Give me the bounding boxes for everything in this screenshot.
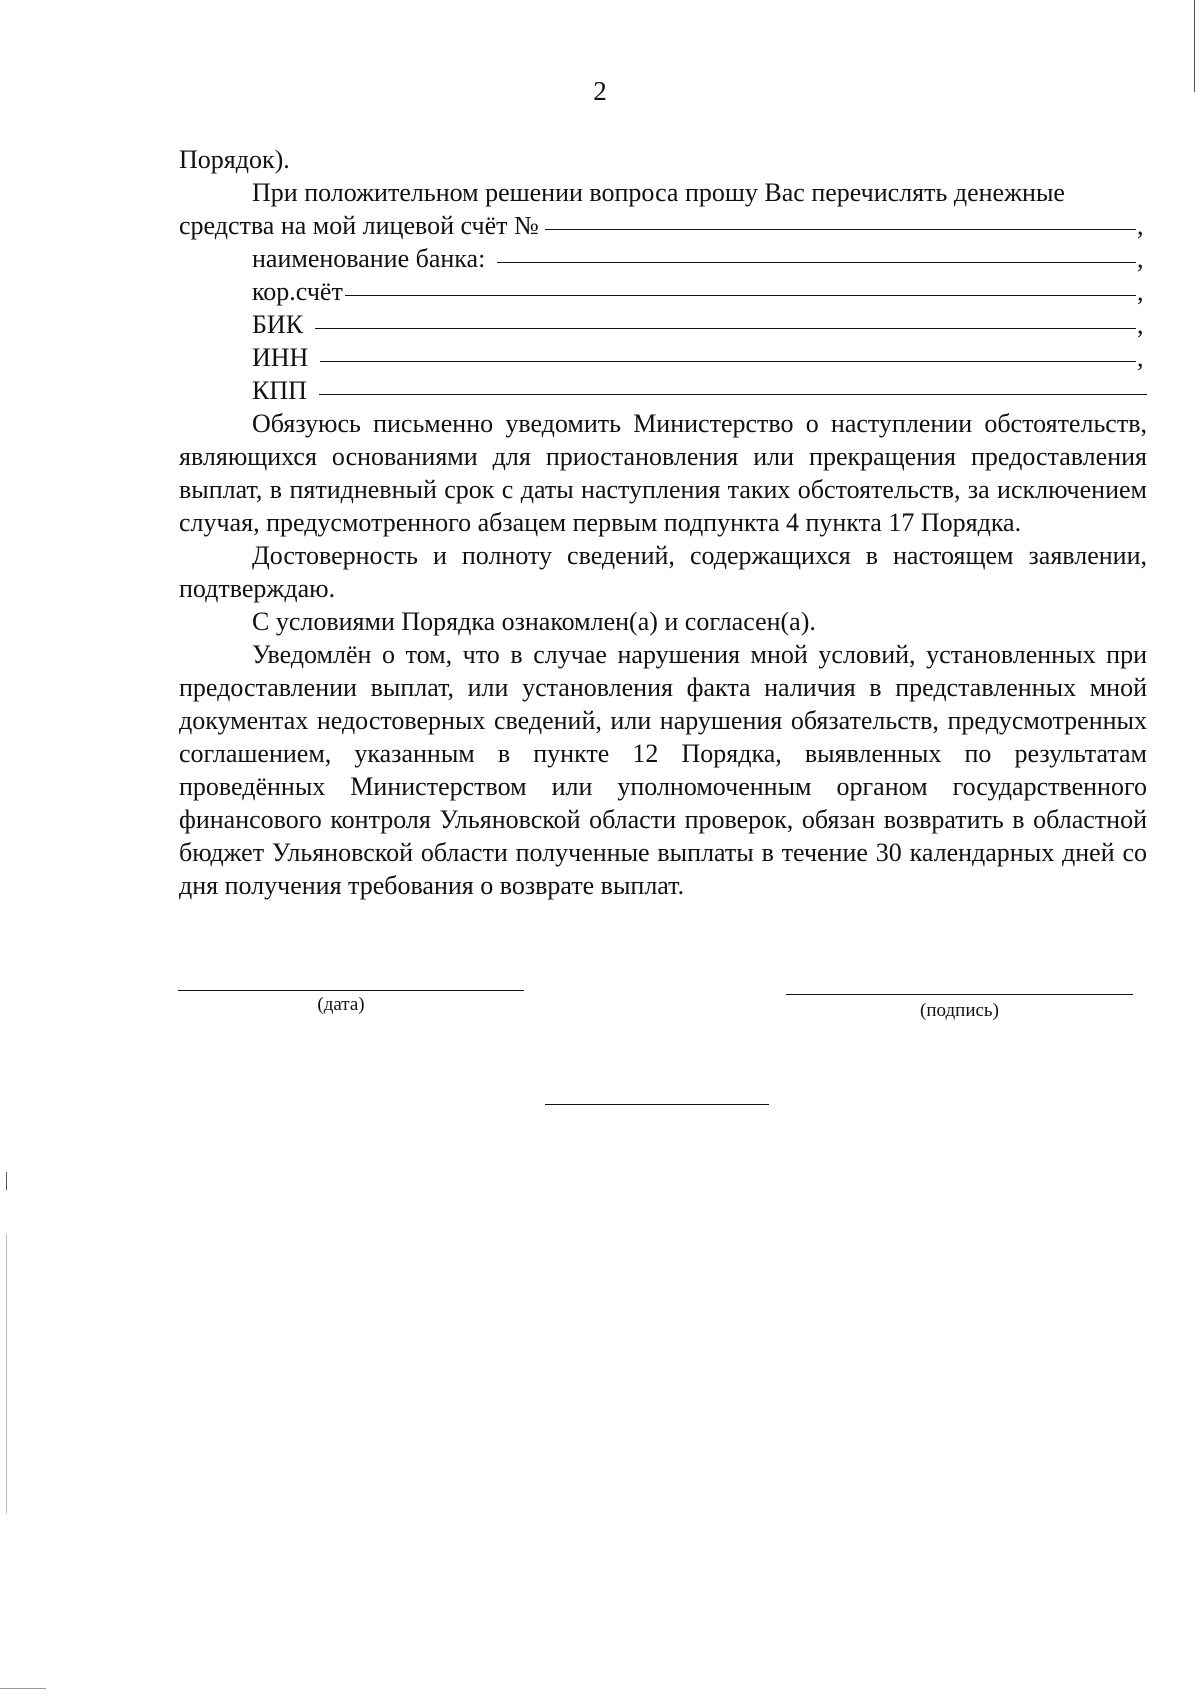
obligation-paragraph: Обязуюсь письменно уведомить Министерство о наступлении обстоятельств, являющихся основаниями для приостановления или прекращения предоставления выплат, в пятидневный срок с даты наступления таких обстоятельств, за исключением случая, предусмотренного абзацем первым подпункта 4 пункта 17 Порядка. [179, 409, 1147, 537]
date-line[interactable] [178, 990, 524, 991]
scan-edge-mark [1194, 0, 1195, 92]
inn-field [179, 341, 1147, 374]
bik-blank[interactable] [315, 328, 1136, 329]
account-label: средства на мой лицевой счёт № [179, 211, 539, 240]
kpp-blank[interactable] [319, 394, 1147, 395]
request-paragraph: При положительном решении вопроса прошу Вас перечислять денежные [252, 178, 1065, 207]
page-number: 2 [593, 76, 607, 106]
corr-account-field [179, 275, 1147, 308]
kpp-label: КПП [252, 376, 307, 405]
scan-edge-mark [6, 1234, 7, 1514]
bank-name-field [179, 242, 1147, 275]
acquainted-paragraph: С условиями Порядка ознакомлен(а) и согласен(а). [252, 607, 816, 636]
field-comma: , [1137, 343, 1144, 372]
field-comma: , [1137, 310, 1144, 339]
field-comma: , [1137, 277, 1144, 306]
signature-line[interactable] [786, 994, 1133, 995]
scan-edge-mark [0, 1688, 46, 1689]
bank-name-label: наименование банка: [252, 244, 486, 273]
accuracy-paragraph: Достоверность и полноту сведений, содержащихся в настоящем заявлении, подтверждаю. [179, 541, 1147, 603]
closing-divider [545, 1104, 769, 1105]
bik-label: БИК [252, 310, 304, 339]
notified-paragraph: Уведомлён о том, что в случае нарушения мной условий, установленных при предоставлении выплат, или установления факта наличия в представленных мной документах недостоверных сведений, или нарушения обязательств, предусмотренных соглашением, указанным в пункте 12 Порядка, выявленных по результатам проведённых Министерством или уполномоченным органом государственного финансового контроля Ульяновской области проверок, обязан возвратить в областной бюджет Ульяновской области полученные выплаты в течение 30 календарных дней со дня получения требования о возврате выплат. [179, 640, 1147, 900]
kpp-field [179, 374, 1147, 407]
corr-account-blank[interactable] [345, 295, 1136, 296]
signature-caption: (подпись) [920, 1000, 999, 1021]
continuation-text: Порядок). [179, 145, 290, 174]
inn-blank[interactable] [320, 361, 1136, 362]
account-field [179, 209, 1147, 242]
bank-name-blank[interactable] [497, 262, 1136, 263]
document-body [179, 143, 1147, 902]
account-blank[interactable] [545, 229, 1136, 230]
corr-account-label: кор.счёт [252, 277, 343, 306]
field-comma: , [1137, 211, 1144, 240]
date-caption: (дата) [317, 994, 365, 1015]
inn-label: ИНН [252, 343, 309, 372]
bik-field [179, 308, 1147, 341]
scan-edge-mark [6, 1172, 7, 1190]
field-comma: , [1137, 244, 1144, 273]
